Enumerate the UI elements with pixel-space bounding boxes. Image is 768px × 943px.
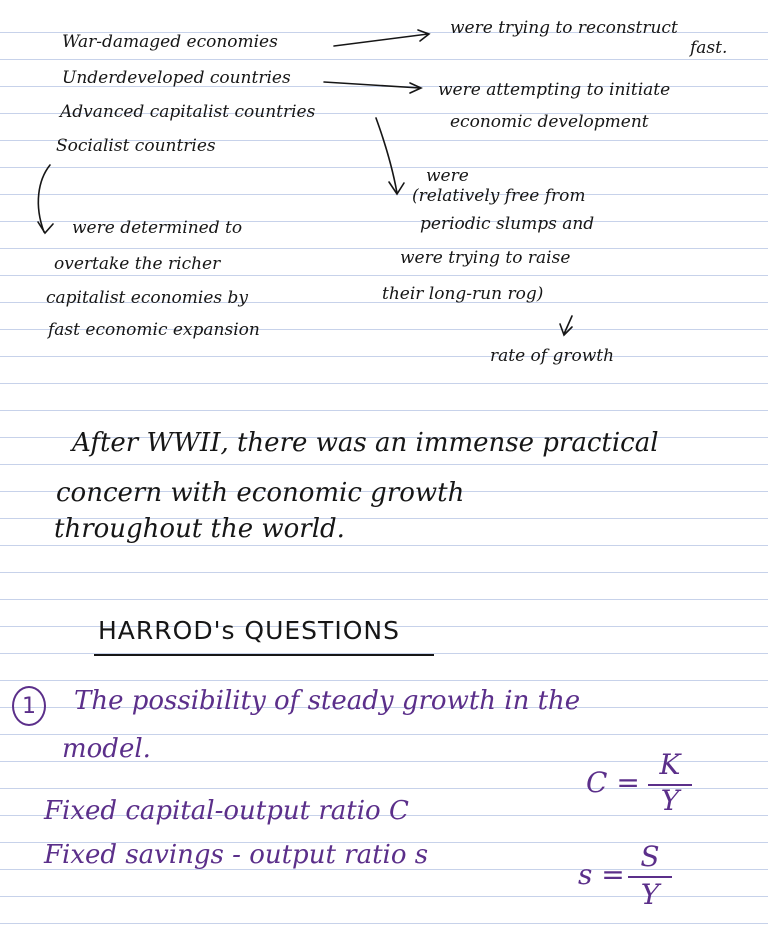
formula-c-lhs: C = bbox=[586, 766, 640, 799]
war-damaged-statement-line1: were trying to reconstruct bbox=[450, 18, 678, 38]
socialist-line2: overtake the richer bbox=[54, 254, 221, 274]
formula-c-denominator: Y bbox=[660, 784, 680, 817]
formula-s-lhs: s = bbox=[578, 858, 625, 891]
socialist-line3: capitalist economies by bbox=[46, 288, 249, 308]
underdeveloped-label: Underdeveloped countries bbox=[62, 68, 291, 88]
war-damaged-label: War-damaged economies bbox=[62, 32, 278, 52]
heading-underline bbox=[94, 654, 434, 656]
item-number-circle: 1 bbox=[12, 686, 46, 726]
advanced-line3: were trying to raise bbox=[400, 248, 571, 268]
definition-savings-output: Fixed savings - output ratio s bbox=[44, 840, 429, 870]
definition-capital-output: Fixed capital-output ratio C bbox=[44, 796, 409, 826]
paragraph-line3: throughout the world. bbox=[54, 514, 345, 544]
advanced-line2: periodic slumps and bbox=[420, 214, 595, 234]
arrow-socialist bbox=[38, 165, 50, 232]
arrow-advanced bbox=[376, 118, 397, 193]
advanced-capitalist-label: Advanced capitalist countries bbox=[60, 102, 316, 122]
paragraph-line1: After WWII, there was an immense practical bbox=[72, 428, 659, 458]
advanced-line1: (relatively free from bbox=[412, 186, 586, 206]
arrow-underdeveloped bbox=[324, 82, 420, 88]
socialist-line4: fast economic expansion bbox=[48, 320, 260, 340]
advanced-were: were bbox=[426, 166, 469, 186]
formula-c-numerator: K bbox=[659, 748, 681, 781]
formula-s-numerator: S bbox=[640, 840, 660, 873]
socialist-line1: were determined to bbox=[72, 218, 243, 238]
formula-s-denominator: Y bbox=[640, 878, 660, 911]
underdeveloped-statement-line2: economic development bbox=[450, 112, 649, 132]
arrow-war-damaged bbox=[334, 34, 428, 46]
socialist-label: Socialist countries bbox=[56, 136, 216, 156]
underdeveloped-statement-line1: were attempting to initiate bbox=[438, 80, 671, 100]
advanced-line4: their long-run rog) bbox=[382, 284, 544, 304]
section-heading-block bbox=[98, 616, 400, 645]
war-damaged-statement-line2: fast. bbox=[690, 38, 728, 58]
item-line2: model. bbox=[62, 734, 151, 764]
section-heading: HARROD's QUESTIONS bbox=[98, 616, 400, 645]
rog-meaning: rate of growth bbox=[490, 346, 615, 366]
item-line1: The possibility of steady growth in the bbox=[74, 686, 581, 716]
paragraph-line2: concern with economic growth bbox=[56, 478, 465, 508]
